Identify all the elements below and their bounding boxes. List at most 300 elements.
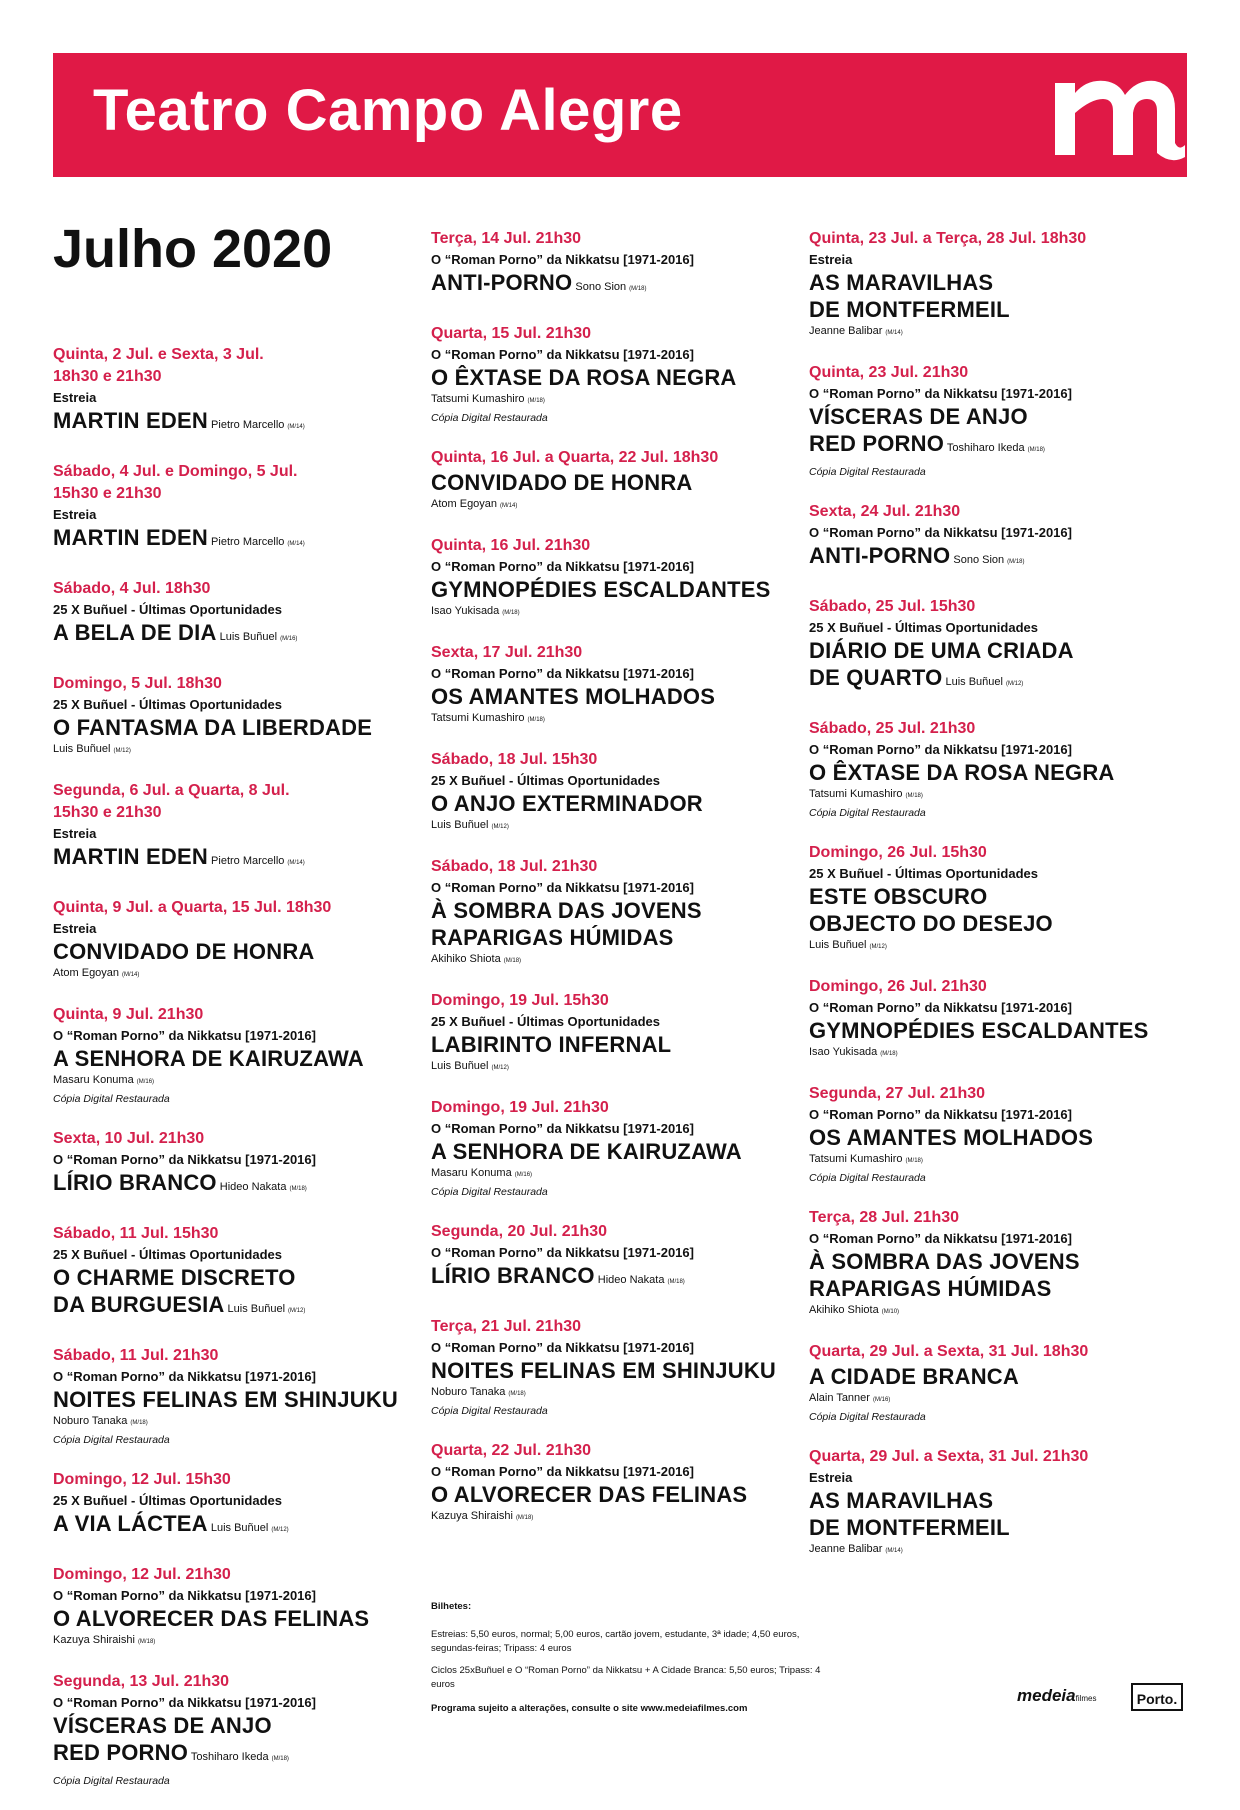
film-title-line bbox=[431, 897, 776, 951]
age-rating: (M/12) bbox=[288, 1308, 306, 1314]
director-name: Hideo Nakata bbox=[597, 1274, 665, 1286]
screening-date: Quarta, 15 Jul. 21h30 bbox=[431, 325, 592, 342]
director-name: Pietro Marcello bbox=[211, 419, 285, 431]
film-title: ESTE OBSCURO OBJECTO DO DESEJO bbox=[809, 884, 1053, 936]
director-name: Luis Buñuel bbox=[219, 631, 278, 643]
director-name: Noburo Tanaka bbox=[431, 1386, 506, 1398]
screening-date: Quinta, 23 Jul. a Terça, 28 Jul. 18h30 bbox=[809, 230, 1087, 247]
screening-date: Quinta, 9 Jul. 21h30 bbox=[53, 1006, 204, 1023]
film-title: À SOMBRA DAS JOVENS RAPARIGAS HÚMIDAS bbox=[431, 898, 702, 950]
tickets-footer-note: Programa sujeito a alterações, consulte o site www.medeiafilmes.com bbox=[431, 1703, 748, 1714]
screening-cycle: O “Roman Porno” da Nikkatsu [1971-2016] bbox=[809, 386, 1072, 401]
director-name: Kazuya Shiraishi bbox=[53, 1634, 135, 1646]
age-rating: (M/18) bbox=[905, 1158, 923, 1164]
month-heading: Julho 2020 bbox=[53, 219, 333, 279]
director-name: Toshiharo Ikeda bbox=[946, 442, 1025, 454]
screening-date: Terça, 14 Jul. 21h30 bbox=[431, 230, 582, 247]
age-rating: (M/18) bbox=[1007, 559, 1025, 565]
age-rating: (M/18) bbox=[629, 286, 647, 292]
screening-cycle: O “Roman Porno” da Nikkatsu [1971-2016] bbox=[809, 1000, 1072, 1015]
screening-cycle: O “Roman Porno” da Nikkatsu [1971-2016] bbox=[809, 1107, 1072, 1122]
film-title: VÍSCERAS DE ANJO RED PORNO bbox=[53, 1713, 272, 1765]
film-title-line bbox=[53, 714, 398, 741]
film-director bbox=[809, 1302, 1154, 1321]
age-rating: (M/18) bbox=[271, 1756, 289, 1762]
screening-entry bbox=[53, 1128, 398, 1203]
screening-cycle: O “Roman Porno” da Nikkatsu [1971-2016] bbox=[431, 880, 694, 895]
film-title: LÍRIO BRANCO bbox=[431, 1263, 595, 1288]
age-rating: (M/14) bbox=[287, 424, 305, 430]
age-rating: (M/10) bbox=[881, 1309, 900, 1315]
screening-entry bbox=[431, 323, 776, 427]
screening-cycle: O “Roman Porno” da Nikkatsu [1971-2016] bbox=[53, 1695, 316, 1710]
screening-entry bbox=[53, 1345, 398, 1449]
screening-date: Sábado, 11 Jul. 21h30 bbox=[53, 1347, 219, 1364]
director-name: Luis Buñuel bbox=[227, 1303, 286, 1315]
screening-cycle: Estreia bbox=[53, 826, 97, 841]
film-title-line bbox=[431, 1481, 776, 1508]
screening-cycle: 25 X Buñuel - Últimas Oportunidades bbox=[53, 697, 282, 712]
tickets-info bbox=[431, 1600, 821, 1716]
age-rating: (M/18) bbox=[527, 717, 545, 723]
film-director bbox=[809, 937, 1154, 956]
film-title: AS MARAVILHAS DE MONTFERMEIL bbox=[809, 1488, 1010, 1540]
screening-entry bbox=[53, 461, 398, 558]
film-director bbox=[208, 855, 305, 867]
film-director bbox=[809, 1151, 1154, 1170]
screening-date: Domingo, 19 Jul. 21h30 bbox=[431, 1099, 609, 1116]
film-title: NOITES FELINAS EM SHINJUKU bbox=[431, 1358, 777, 1383]
screening-entry bbox=[431, 1316, 776, 1420]
screening-entry bbox=[809, 1083, 1154, 1187]
film-director bbox=[572, 281, 646, 293]
film-title-line bbox=[53, 1045, 398, 1072]
age-rating: (M/14) bbox=[885, 330, 903, 336]
screening-entry bbox=[809, 1446, 1154, 1560]
age-rating: (M/12) bbox=[271, 1527, 289, 1533]
screening-entry bbox=[431, 856, 776, 970]
director-name: Luis Buñuel bbox=[53, 743, 111, 755]
film-director bbox=[53, 1072, 398, 1091]
film-title-line bbox=[809, 759, 1154, 786]
screening-date: Domingo, 12 Jul. 21h30 bbox=[53, 1566, 231, 1583]
screening-cycle: 25 X Buñuel - Últimas Oportunidades bbox=[53, 1493, 282, 1508]
screening-date: Domingo, 5 Jul. 18h30 bbox=[53, 675, 222, 692]
restored-copy-note: Cópia Digital Restaurada bbox=[431, 1405, 548, 1417]
medeia-wordmark: medeia bbox=[1017, 1686, 1076, 1705]
screening-cycle: 25 X Buñuel - Últimas Oportunidades bbox=[431, 773, 660, 788]
film-director bbox=[942, 676, 1023, 688]
screening-date: Sexta, 24 Jul. 21h30 bbox=[809, 503, 961, 520]
screening-entry bbox=[809, 596, 1154, 698]
age-rating: (M/18) bbox=[905, 793, 923, 799]
schedule-column-1 bbox=[53, 344, 398, 1810]
age-rating: (M/12) bbox=[491, 824, 509, 830]
film-director bbox=[950, 554, 1024, 566]
film-title: A SENHORA DE KAIRUZAWA bbox=[431, 1139, 742, 1164]
film-director bbox=[809, 1390, 1154, 1409]
director-name: Toshiharo Ikeda bbox=[190, 1751, 269, 1763]
film-title-line bbox=[431, 1262, 776, 1296]
screening-entry bbox=[809, 501, 1154, 576]
age-rating: (M/14) bbox=[287, 541, 305, 547]
film-title: O ALVORECER DAS FELINAS bbox=[431, 1482, 748, 1507]
director-name: Masaru Konuma bbox=[53, 1074, 134, 1086]
screening-date: Segunda, 27 Jul. 21h30 bbox=[809, 1085, 986, 1102]
film-title-line bbox=[53, 1169, 398, 1203]
film-director bbox=[217, 631, 298, 643]
film-title: GYMNOPÉDIES ESCALDANTES bbox=[809, 1018, 1149, 1043]
director-name: Atom Egoyan bbox=[53, 967, 120, 979]
director-name: Tatsumi Kumashiro bbox=[809, 1153, 903, 1165]
film-director bbox=[53, 741, 398, 760]
screening-date: Quinta, 16 Jul. 21h30 bbox=[431, 537, 591, 554]
film-title: LABIRINTO INFERNAL bbox=[431, 1032, 672, 1057]
screening-date: Quinta, 9 Jul. a Quarta, 15 Jul. 18h30 bbox=[53, 899, 332, 916]
screening-entry bbox=[53, 1564, 398, 1651]
director-name: Isao Yukisada bbox=[809, 1046, 878, 1058]
age-rating: (M/12) bbox=[1005, 681, 1024, 687]
film-director bbox=[809, 323, 1154, 342]
age-rating: (M/18) bbox=[502, 610, 520, 616]
screening-entry bbox=[53, 344, 398, 441]
film-title: VÍSCERAS DE ANJO RED PORNO bbox=[809, 404, 1028, 456]
screening-entry bbox=[809, 1207, 1154, 1321]
director-name: Luis Buñuel bbox=[809, 939, 867, 951]
tickets-heading: Bilhetes: bbox=[431, 1601, 472, 1612]
age-rating: (M/16) bbox=[280, 636, 298, 642]
film-director bbox=[944, 442, 1045, 454]
screening-date: Sexta, 10 Jul. 21h30 bbox=[53, 1130, 205, 1147]
director-name: Luis Buñuel bbox=[945, 676, 1003, 688]
screening-entry bbox=[431, 1440, 776, 1527]
film-title: DIÁRIO DE UMA CRIADA DE QUARTO bbox=[809, 638, 1074, 690]
screening-cycle: O “Roman Porno” da Nikkatsu [1971-2016] bbox=[431, 1464, 694, 1479]
screening-entry bbox=[431, 749, 776, 836]
age-rating: (M/16) bbox=[136, 1079, 155, 1085]
film-title: OS AMANTES MOLHADOS bbox=[809, 1125, 1094, 1150]
director-name: Tatsumi Kumashiro bbox=[431, 712, 525, 724]
tickets-prices-cycles: Ciclos 25xBuñuel e O “Roman Porno” da Nikkatsu + A Cidade Branca: 5,50 euros; Tripass: 4 euros bbox=[431, 1665, 821, 1690]
screening-entry bbox=[53, 1223, 398, 1325]
film-director bbox=[431, 951, 776, 970]
film-director bbox=[431, 1058, 776, 1077]
screening-cycle: 25 X Buñuel - Últimas Oportunidades bbox=[431, 1014, 660, 1029]
medeia-filmes-logo bbox=[1017, 1686, 1096, 1706]
film-director bbox=[217, 1181, 307, 1193]
schedule-column-2 bbox=[431, 228, 776, 1547]
screening-entry bbox=[53, 897, 398, 984]
screening-date: Domingo, 19 Jul. 15h30 bbox=[431, 992, 609, 1009]
film-director bbox=[431, 817, 776, 836]
film-title: MARTIN EDEN bbox=[53, 525, 208, 550]
screening-cycle: O “Roman Porno” da Nikkatsu [1971-2016] bbox=[53, 1588, 316, 1603]
screening-date: Quinta, 2 Jul. e Sexta, 3 Jul. 18h30 e 21h30 bbox=[53, 346, 264, 385]
age-rating: (M/16) bbox=[872, 1397, 891, 1403]
film-title-line bbox=[53, 938, 398, 965]
film-title: NOITES FELINAS EM SHINJUKU bbox=[53, 1387, 399, 1412]
director-name: Tatsumi Kumashiro bbox=[431, 393, 525, 405]
film-director bbox=[53, 965, 398, 984]
screening-entry bbox=[53, 1671, 398, 1790]
film-title-line bbox=[53, 843, 398, 877]
director-name: Luis Buñuel bbox=[210, 1522, 269, 1534]
screening-date: Sábado, 4 Jul. 18h30 bbox=[53, 580, 211, 597]
screening-cycle: O “Roman Porno” da Nikkatsu [1971-2016] bbox=[431, 1121, 694, 1136]
screening-date: Quarta, 29 Jul. a Sexta, 31 Jul. 18h30 bbox=[809, 1343, 1089, 1360]
film-director bbox=[431, 710, 776, 729]
film-title-line bbox=[431, 683, 776, 710]
age-rating: (M/18) bbox=[289, 1186, 307, 1192]
age-rating: (M/18) bbox=[667, 1279, 685, 1285]
restored-copy-note: Cópia Digital Restaurada bbox=[53, 1434, 170, 1446]
schedule-column-3 bbox=[809, 228, 1154, 1580]
restored-copy-note: Cópia Digital Restaurada bbox=[431, 1186, 548, 1198]
film-director bbox=[431, 1165, 776, 1184]
film-director bbox=[53, 1632, 398, 1651]
age-rating: (M/14) bbox=[500, 503, 518, 509]
screening-cycle: Estreia bbox=[809, 252, 853, 267]
film-director bbox=[53, 1413, 398, 1432]
film-title: CONVIDADO DE HONRA bbox=[431, 470, 693, 495]
medeia-sub: filmes bbox=[1075, 1694, 1097, 1703]
film-title-line bbox=[809, 1017, 1154, 1044]
film-title: A VIA LÁCTEA bbox=[53, 1511, 208, 1536]
screening-date: Sábado, 25 Jul. 21h30 bbox=[809, 720, 976, 737]
director-name: Pietro Marcello bbox=[211, 536, 285, 548]
director-name: Sono Sion bbox=[575, 281, 627, 293]
film-title-line bbox=[53, 1386, 398, 1413]
director-name: Tatsumi Kumashiro bbox=[809, 788, 903, 800]
film-title-line bbox=[809, 883, 1154, 937]
film-title: CONVIDADO DE HONRA bbox=[53, 939, 315, 964]
screening-date: Sábado, 11 Jul. 15h30 bbox=[53, 1225, 219, 1242]
director-name: Luis Buñuel bbox=[431, 819, 489, 831]
screening-date: Domingo, 26 Jul. 15h30 bbox=[809, 844, 987, 861]
film-title-line bbox=[809, 1363, 1154, 1390]
film-title: A SENHORA DE KAIRUZAWA bbox=[53, 1046, 364, 1071]
screening-cycle: 25 X Buñuel - Últimas Oportunidades bbox=[53, 602, 282, 617]
film-director bbox=[208, 536, 305, 548]
screening-entry bbox=[809, 842, 1154, 956]
film-director bbox=[208, 1522, 289, 1534]
screening-entry bbox=[809, 228, 1154, 342]
screening-date: Segunda, 20 Jul. 21h30 bbox=[431, 1223, 608, 1240]
screening-date: Sábado, 4 Jul. e Domingo, 5 Jul. 15h30 e 21h30 bbox=[53, 463, 298, 502]
film-director bbox=[809, 786, 1154, 805]
film-title: ANTI-PORNO bbox=[809, 543, 951, 568]
director-name: Hideo Nakata bbox=[219, 1181, 287, 1193]
screening-entry bbox=[53, 780, 398, 877]
screening-date: Terça, 21 Jul. 21h30 bbox=[431, 1318, 582, 1335]
age-rating: (M/12) bbox=[113, 748, 131, 754]
film-title-line bbox=[53, 407, 398, 441]
screening-entry bbox=[431, 535, 776, 622]
screening-entry bbox=[809, 976, 1154, 1063]
screening-cycle: Estreia bbox=[53, 390, 97, 405]
age-rating: (M/12) bbox=[491, 1065, 509, 1071]
screening-date: Terça, 28 Jul. 21h30 bbox=[809, 1209, 960, 1226]
screening-cycle: 25 X Buñuel - Últimas Oportunidades bbox=[809, 620, 1038, 635]
film-title: O ÊXTASE DA ROSA NEGRA bbox=[809, 760, 1115, 785]
director-name: Jeanne Balibar bbox=[809, 325, 883, 337]
restored-copy-note: Cópia Digital Restaurada bbox=[53, 1775, 170, 1787]
director-name: Pietro Marcello bbox=[211, 855, 285, 867]
header-banner bbox=[53, 53, 1187, 177]
screening-date: Segunda, 13 Jul. 21h30 bbox=[53, 1673, 230, 1690]
film-title-line bbox=[53, 1510, 398, 1544]
screening-entry bbox=[809, 1341, 1154, 1426]
director-name: Sono Sion bbox=[953, 554, 1005, 566]
film-title-line bbox=[431, 790, 776, 817]
film-title-line bbox=[809, 542, 1154, 576]
director-name: Akihiko Shiota bbox=[431, 953, 501, 965]
screening-date: Quarta, 29 Jul. a Sexta, 31 Jul. 21h30 bbox=[809, 1448, 1089, 1465]
age-rating: (M/16) bbox=[514, 1172, 533, 1178]
screening-cycle: Estreia bbox=[809, 1470, 853, 1485]
screening-entry bbox=[53, 673, 398, 760]
film-title: A BELA DE DIA bbox=[53, 620, 217, 645]
screening-date: Quarta, 22 Jul. 21h30 bbox=[431, 1442, 592, 1459]
film-director bbox=[224, 1303, 305, 1315]
screening-cycle: O “Roman Porno” da Nikkatsu [1971-2016] bbox=[809, 1231, 1072, 1246]
age-rating: (M/18) bbox=[137, 1639, 156, 1645]
director-name: Akihiko Shiota bbox=[809, 1304, 879, 1316]
screening-entry bbox=[431, 990, 776, 1077]
director-name: Isao Yukisada bbox=[431, 605, 500, 617]
film-title: A CIDADE BRANCA bbox=[809, 1364, 1019, 1389]
screening-cycle: O “Roman Porno” da Nikkatsu [1971-2016] bbox=[809, 742, 1072, 757]
director-name: Masaru Konuma bbox=[431, 1167, 512, 1179]
screening-entry bbox=[53, 1004, 398, 1108]
film-title-line bbox=[809, 1248, 1154, 1302]
porto-logo: Porto. bbox=[1131, 1683, 1183, 1711]
film-title-line bbox=[431, 269, 776, 303]
screening-cycle: O “Roman Porno” da Nikkatsu [1971-2016] bbox=[53, 1152, 316, 1167]
film-title-line bbox=[431, 1031, 776, 1058]
film-title: O ÊXTASE DA ROSA NEGRA bbox=[431, 365, 737, 390]
screening-cycle: 25 X Buñuel - Últimas Oportunidades bbox=[53, 1247, 282, 1262]
director-name: Alain Tanner bbox=[809, 1392, 870, 1404]
restored-copy-note: Cópia Digital Restaurada bbox=[53, 1093, 170, 1105]
screening-cycle: O “Roman Porno” da Nikkatsu [1971-2016] bbox=[431, 1340, 694, 1355]
screening-entry bbox=[431, 228, 776, 303]
film-title-line bbox=[431, 1138, 776, 1165]
restored-copy-note: Cópia Digital Restaurada bbox=[431, 412, 548, 424]
director-name: Luis Buñuel bbox=[431, 1060, 489, 1072]
film-director bbox=[431, 603, 776, 622]
film-title-line bbox=[809, 1124, 1154, 1151]
film-title-line bbox=[53, 1605, 398, 1632]
film-title: OS AMANTES MOLHADOS bbox=[431, 684, 716, 709]
restored-copy-note: Cópia Digital Restaurada bbox=[809, 1411, 926, 1423]
screening-entry bbox=[431, 1097, 776, 1201]
film-title: MARTIN EDEN bbox=[53, 844, 208, 869]
age-rating: (M/18) bbox=[503, 958, 522, 964]
age-rating: (M/18) bbox=[508, 1391, 526, 1397]
film-title: MARTIN EDEN bbox=[53, 408, 208, 433]
screening-cycle: O “Roman Porno” da Nikkatsu [1971-2016] bbox=[431, 559, 694, 574]
film-title: GYMNOPÉDIES ESCALDANTES bbox=[431, 577, 771, 602]
film-director bbox=[809, 1044, 1154, 1063]
film-title: O ALVORECER DAS FELINAS bbox=[53, 1606, 370, 1631]
age-rating: (M/18) bbox=[130, 1420, 148, 1426]
screening-cycle: O “Roman Porno” da Nikkatsu [1971-2016] bbox=[431, 252, 694, 267]
screening-cycle: Estreia bbox=[53, 921, 97, 936]
medeia-m-logo-icon bbox=[1047, 65, 1187, 165]
age-rating: (M/18) bbox=[515, 1515, 534, 1521]
screening-date: Quinta, 23 Jul. 21h30 bbox=[809, 364, 969, 381]
film-title-line bbox=[53, 1712, 398, 1773]
film-title-line bbox=[431, 1357, 776, 1384]
director-name: Atom Egoyan bbox=[431, 498, 498, 510]
screening-date: Sábado, 18 Jul. 21h30 bbox=[431, 858, 598, 875]
film-director bbox=[809, 1541, 1154, 1560]
age-rating: (M/14) bbox=[287, 860, 305, 866]
screening-entry bbox=[431, 642, 776, 729]
screening-cycle: O “Roman Porno” da Nikkatsu [1971-2016] bbox=[431, 347, 694, 362]
age-rating: (M/18) bbox=[880, 1051, 898, 1057]
age-rating: (M/14) bbox=[885, 1548, 903, 1554]
film-title: À SOMBRA DAS JOVENS RAPARIGAS HÚMIDAS bbox=[809, 1249, 1080, 1301]
age-rating: (M/18) bbox=[1027, 447, 1045, 453]
screening-entry bbox=[809, 718, 1154, 822]
restored-copy-note: Cópia Digital Restaurada bbox=[809, 807, 926, 819]
screening-entry bbox=[431, 447, 776, 515]
film-title-line bbox=[53, 524, 398, 558]
screening-cycle: O “Roman Porno” da Nikkatsu [1971-2016] bbox=[53, 1028, 316, 1043]
page-title: Teatro Campo Alegre bbox=[93, 78, 683, 143]
screening-date: Sábado, 25 Jul. 15h30 bbox=[809, 598, 976, 615]
screening-cycle: O “Roman Porno” da Nikkatsu [1971-2016] bbox=[809, 525, 1072, 540]
screening-date: Domingo, 26 Jul. 21h30 bbox=[809, 978, 987, 995]
screening-date: Domingo, 12 Jul. 15h30 bbox=[53, 1471, 231, 1488]
screening-cycle: O “Roman Porno” da Nikkatsu [1971-2016] bbox=[431, 1245, 694, 1260]
screening-cycle: Estreia bbox=[53, 507, 97, 522]
screening-entry bbox=[431, 1221, 776, 1296]
screening-cycle: 25 X Buñuel - Últimas Oportunidades bbox=[809, 866, 1038, 881]
restored-copy-note: Cópia Digital Restaurada bbox=[809, 1172, 926, 1184]
screening-entry bbox=[53, 1469, 398, 1544]
film-title-line bbox=[809, 269, 1154, 323]
film-director bbox=[431, 391, 776, 410]
film-title-line bbox=[431, 576, 776, 603]
screening-entry bbox=[809, 362, 1154, 481]
film-title-line bbox=[53, 1264, 398, 1325]
film-director bbox=[431, 496, 776, 515]
film-title-line bbox=[809, 403, 1154, 464]
film-title-line bbox=[431, 469, 776, 496]
film-title-line bbox=[809, 637, 1154, 698]
film-director bbox=[431, 1384, 776, 1403]
director-name: Noburo Tanaka bbox=[53, 1415, 128, 1427]
restored-copy-note: Cópia Digital Restaurada bbox=[809, 466, 926, 478]
age-rating: (M/18) bbox=[527, 398, 545, 404]
film-title-line bbox=[431, 364, 776, 391]
screening-date: Segunda, 6 Jul. a Quarta, 8 Jul. 15h30 e 21h30 bbox=[53, 782, 290, 821]
screening-date: Sábado, 18 Jul. 15h30 bbox=[431, 751, 598, 768]
film-director bbox=[595, 1274, 685, 1286]
screening-date: Quinta, 16 Jul. a Quarta, 22 Jul. 18h30 bbox=[431, 449, 719, 466]
film-title: O ANJO EXTERMINADOR bbox=[431, 791, 703, 816]
film-director bbox=[188, 1751, 289, 1763]
screening-entry bbox=[53, 578, 398, 653]
film-title: LÍRIO BRANCO bbox=[53, 1170, 217, 1195]
film-director bbox=[208, 419, 305, 431]
film-title: O CHARME DISCRETO DA BURGUESIA bbox=[53, 1265, 296, 1317]
tickets-prices-premieres: Estreias: 5,50 euros, normal; 5,00 euros, cartão jovem, estudante, 3ª idade; 4,50 euros, segundas-feiras; Tripass: 4 euros bbox=[431, 1629, 800, 1654]
film-title: AS MARAVILHAS DE MONTFERMEIL bbox=[809, 270, 1010, 322]
